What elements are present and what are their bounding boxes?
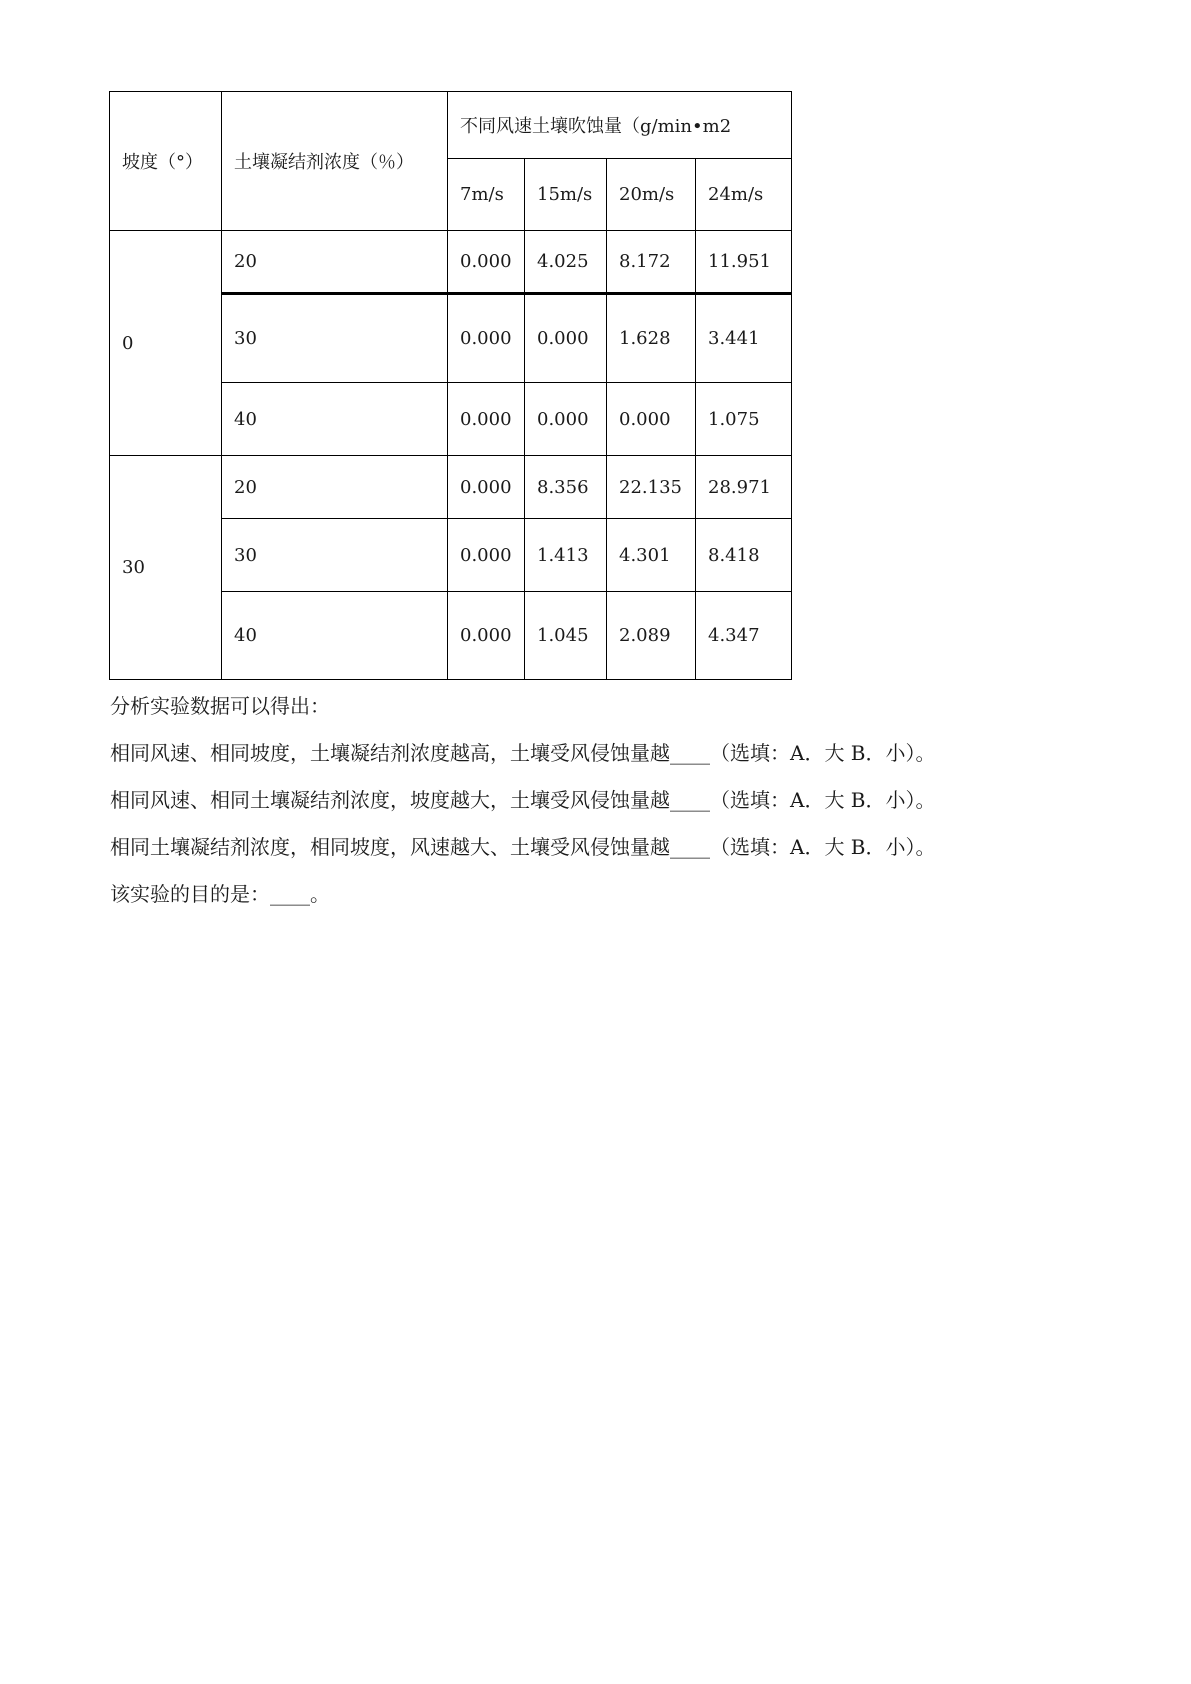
header-erosion-group: 不同风速土壤吹蚀量（g/min•m2 — [448, 92, 792, 159]
value-cell: 0.000 — [448, 456, 525, 519]
slope-cell: 30 — [110, 456, 222, 680]
value-cell: 0.000 — [525, 383, 607, 456]
value-cell: 1.413 — [525, 519, 607, 592]
value-cell: 0.000 — [448, 383, 525, 456]
concentration-cell: 30 — [222, 519, 448, 592]
value-cell: 0.000 — [448, 519, 525, 592]
value-cell: 22.135 — [607, 456, 696, 519]
concentration-cell: 40 — [222, 383, 448, 456]
value-cell: 8.418 — [696, 519, 792, 592]
value-cell: 28.971 — [696, 456, 792, 519]
value-cell: 1.045 — [525, 592, 607, 680]
value-cell: 4.025 — [525, 231, 607, 294]
table-row — [110, 231, 792, 294]
value-cell: 3.441 — [696, 294, 792, 383]
question-2: 相同风速、相同土壤凝结剂浓度，坡度越大，土壤受风侵蚀量越____（选填：A．大 B．小）。 — [110, 788, 936, 812]
value-cell: 8.172 — [607, 231, 696, 294]
value-cell: 1.628 — [607, 294, 696, 383]
value-cell: 0.000 — [607, 383, 696, 456]
header-speed: 15m/s — [525, 159, 607, 231]
concentration-cell: 20 — [222, 231, 448, 294]
value-cell: 0.000 — [448, 592, 525, 680]
analysis-intro: 分析实验数据可以得出： — [110, 694, 330, 718]
concentration-cell: 30 — [222, 294, 448, 383]
value-cell: 1.075 — [696, 383, 792, 456]
value-cell: 11.951 — [696, 231, 792, 294]
table-row — [110, 456, 792, 519]
header-speed: 24m/s — [696, 159, 792, 231]
value-cell: 0.000 — [448, 294, 525, 383]
value-cell: 0.000 — [525, 294, 607, 383]
slope-cell: 0 — [110, 231, 222, 456]
header-concentration: 土壤凝结剂浓度（％） — [222, 92, 448, 231]
question-4: 该实验的目的是：____。 — [110, 882, 330, 906]
value-cell: 4.347 — [696, 592, 792, 680]
question-text — [110, 693, 936, 928]
header-speed: 20m/s — [607, 159, 696, 231]
value-cell: 4.301 — [607, 519, 696, 592]
concentration-cell: 40 — [222, 592, 448, 680]
value-cell: 0.000 — [448, 231, 525, 294]
question-1: 相同风速、相同坡度，土壤凝结剂浓度越高，土壤受风侵蚀量越____（选填：A．大 B．小）。 — [110, 741, 936, 765]
header-slope: 坡度（°） — [110, 92, 222, 231]
value-cell: 2.089 — [607, 592, 696, 680]
concentration-cell: 20 — [222, 456, 448, 519]
header-speed: 7m/s — [448, 159, 525, 231]
value-cell: 8.356 — [525, 456, 607, 519]
erosion-data-table — [109, 91, 792, 680]
question-3: 相同土壤凝结剂浓度，相同坡度，风速越大、土壤受风侵蚀量越____（选填：A．大 B．小）。 — [110, 835, 936, 859]
